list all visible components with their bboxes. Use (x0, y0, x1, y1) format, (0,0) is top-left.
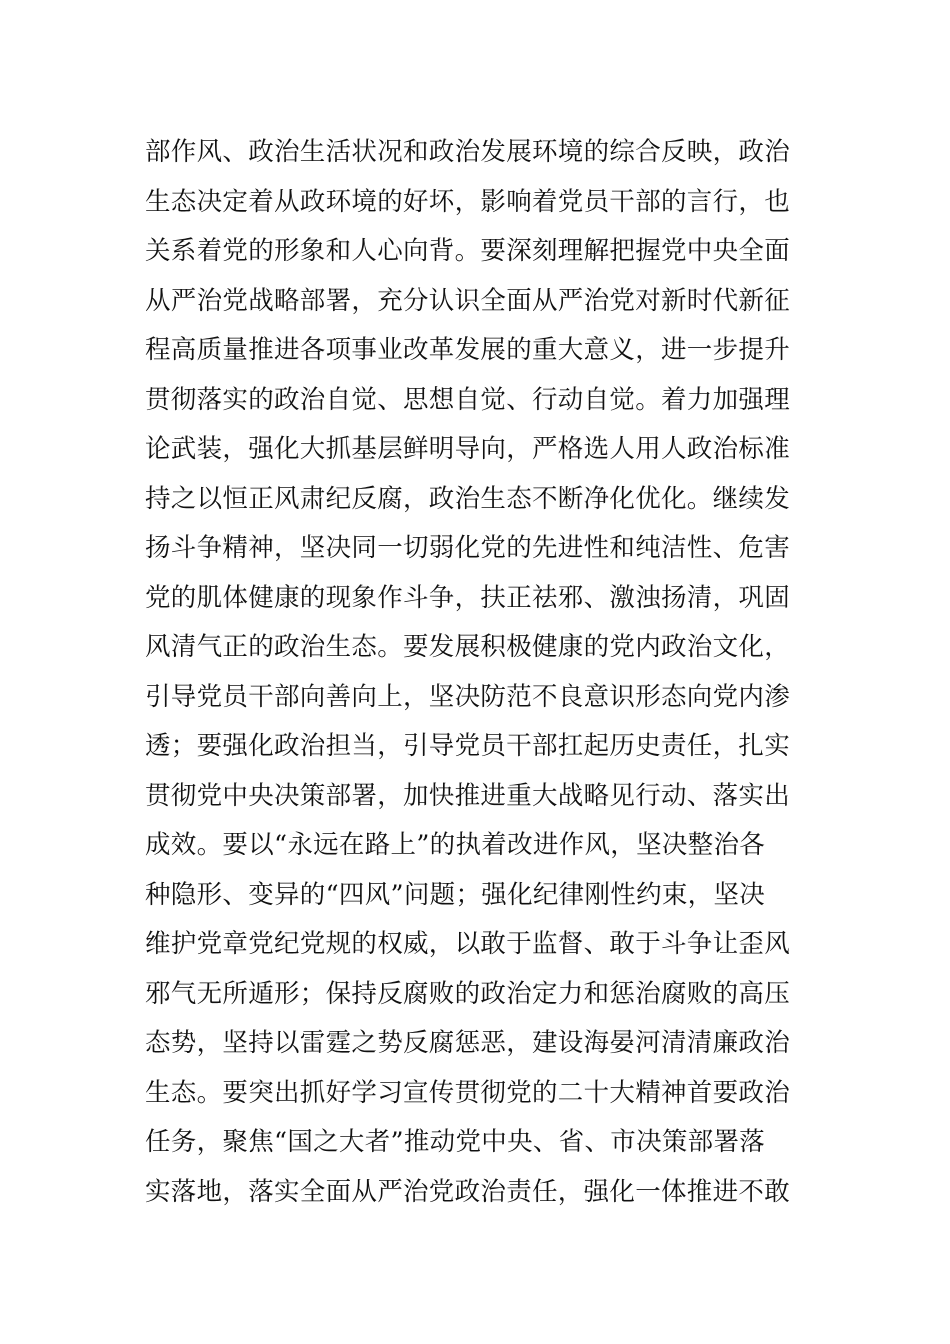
text-line: 实落地，落实全面从严治党政治责任，强化一体推进不敢 (145, 1176, 791, 1207)
text-line: 从严治党战略部署，充分认识全面从严治党对新时代新征 (145, 285, 791, 316)
text-line: 态势，坚持以雷霆之势反腐惩恶，建设海晏河清清廉政治 (145, 1028, 791, 1058)
text-line: 生态。要突出抓好学习宣传贯彻党的二十大精神首要政治 (145, 1077, 791, 1108)
text-line: 生态决定着从政环境的好坏，影响着党员干部的言行，也 (145, 186, 791, 217)
text-line: 扬斗争精神，坚决同一切弱化党的先进性和纯洁性、危害 (145, 533, 791, 563)
text-line: 程高质量推进各项事业改革发展的重大意义，进一步提升 (145, 335, 791, 365)
text-line: 成效。要以“永远在路上”的执着改进作风，坚决整治各 (145, 830, 766, 860)
text-line: 维护党章党纪党规的权威，以敢于监督、敢于斗争让歪风 (145, 929, 791, 959)
text-line: 贯彻党中央决策部署，加快推进重大战略见行动、落实出 (145, 780, 791, 811)
text-line: 透；要强化政治担当，引导党员干部扛起历史责任，扎实 (145, 731, 791, 761)
body-text (145, 128, 825, 1217)
text-line: 邪气无所遁形；保持反腐败的政治定力和惩治腐败的高压 (145, 978, 791, 1009)
text-line: 论武装，强化大抓基层鲜明导向，严格选人用人政治标准 (145, 434, 791, 464)
text-line: 贯彻落实的政治自觉、思想自觉、行动自觉。着力加强理 (145, 384, 791, 415)
text-line: 党的肌体健康的现象作斗争，扶正祛邪、激浊扬清，巩固 (145, 582, 791, 613)
text-line: 部作风、政治生活状况和政治发展环境的综合反映，政治 (145, 137, 791, 167)
text-line: 关系着党的形象和人心向背。要深刻理解把握党中央全面 (145, 236, 791, 266)
text-line: 持之以恒正风肃纪反腐，政治生态不断净化优化。继续发 (145, 483, 791, 514)
text-line: 任务，聚焦“国之大者”推动党中央、省、市决策部署落 (145, 1127, 766, 1157)
text-line: 引导党员干部向善向上，坚决防范不良意识形态向党内渗 (145, 681, 791, 712)
text-line: 种隐形、变异的“四风”问题；强化纪律刚性约束，坚决 (145, 879, 766, 910)
text-line: 风清气正的政治生态。要发展积极健康的党内政治文化， (145, 632, 791, 662)
